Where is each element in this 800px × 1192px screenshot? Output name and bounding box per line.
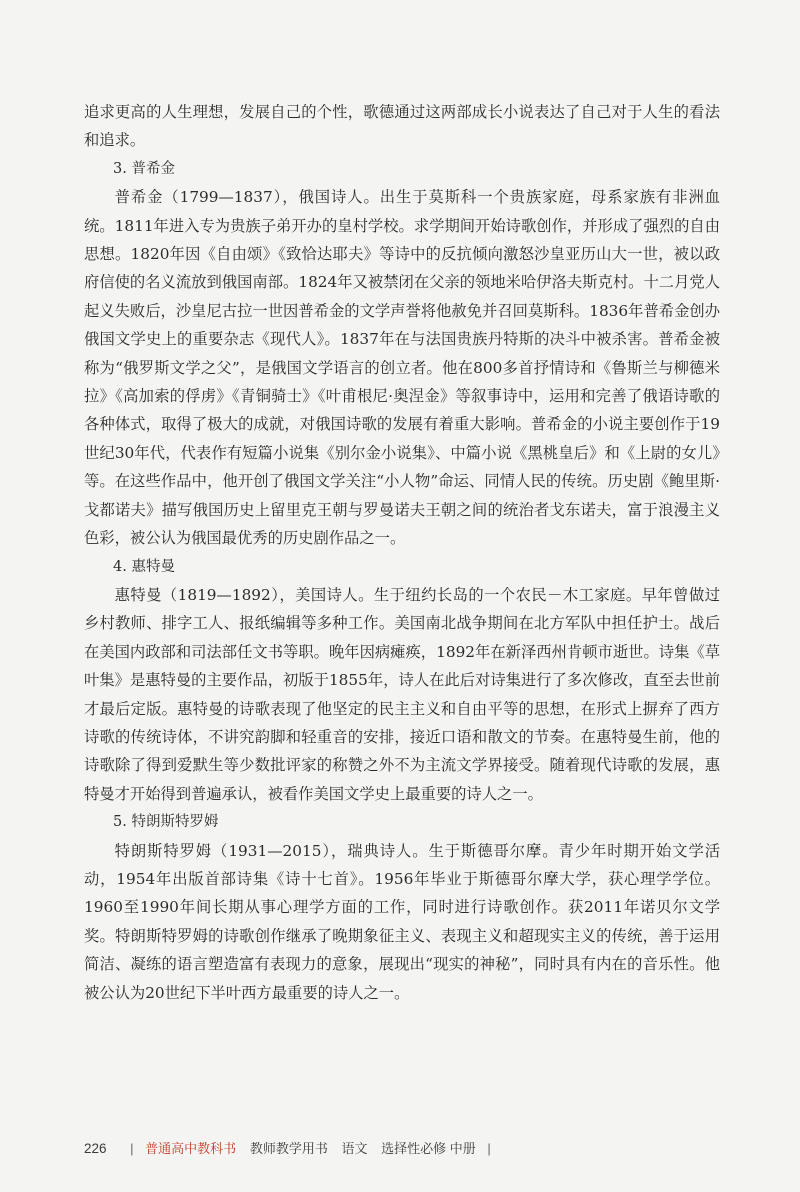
section-heading-pushkin: 3. 普希金 (113, 160, 175, 177)
footer-subject: 语文 (341, 1141, 368, 1156)
footer-separator-left: | (130, 1141, 134, 1156)
section-body-pushkin: 普希金（1799—1837），俄国诗人。出生于莫斯科一个贵族家庭，母系家族有非洲血统。1811年进入专为贵族子弟开办的皇村学校。求学期间开始诗歌创作，并形成了强烈的自由思想。1820年因《自由颂》《致恰达耶夫》等诗中的反抗倾向激怒沙皇亚历山大一世，被以政府信使的名义流放到俄国南部。1824年又被禁闭在父亲的领地米哈伊洛夫斯克村。十二月党人起义失败后，沙皇尼古拉一世因普希金的文学声誉将他赦免并召回莫斯科。1836年普希金创办俄国文学史上的重要杂志《现代人》。1837年在与法国贵族丹特斯的决斗中被杀害。普希金被称为“俄罗斯文学之父”，是俄国文学语言的创立者。他在800多首抒情诗和《鲁斯兰与柳德米拉》《高加索的俘虏》《青铜骑士》《叶甫根尼·奥涅金》等叙事诗中，运用和完善了俄语诗歌的各种体式，取得了极大的成就，对俄国诗歌的发展有着重大影响。普希金的小说主要创作于19世纪30年代，代表作有短篇小说集《别尔金小说集》、中篇小说《黑桃皇后》和《上尉的女儿》等。在这些作品中，他开创了俄国文学关注“小人物”命运、同情人民的传统。历史剧《鲍里斯·戈都诺夫》描写俄国历史上留里克王朝与罗曼诺夫王朝之间的统治者戈东诺夫，富于浪漫主义色彩，被公认为俄国最优秀的历史剧作品之一。 (84, 188, 720, 548)
section-heading-whitman: 4. 惠特曼 (113, 558, 175, 575)
footer-book-type: 教师教学用书 (249, 1141, 328, 1156)
intro-paragraph: 追求更高的人生理想，发展自己的个性，歌德通过这两部成长小说表达了自己对于人生的看法和追求。 (84, 103, 720, 150)
section-heading-transtromer: 5. 特朗斯特罗姆 (113, 814, 219, 831)
footer-book-title: 普通高中教科书 (145, 1141, 237, 1156)
section-body-whitman: 惠特曼（1819—1892），美国诗人。生于纽约长岛的一个农民－木工家庭。早年曾做过乡村教师、排字工人、报纸编辑等多种工作。美国南北战争期间在北方军队中担任护士。战后在美国内政部和司法部任文书等职。晚年因病瘫痪，1892年在新泽西州肯顿市逝世。诗集《草叶集》是惠特曼的主要作品，初版于1855年，诗人在此后对诗集进行了多次修改，直至去世前才最后定版。惠特曼的诗歌表现了他坚定的民主主义和自由平等的思想，在形式上摒弃了西方诗歌的传统诗体，不讲究韵脚和轻重音的安排，接近口语和散文的节奏。在惠特曼生前，他的诗歌除了得到爱默生等少数批评家的称赞之外不为主流文学界接受。随着现代诗歌的发展，惠特曼才开始得到普遍承认，被看作美国文学史上最重要的诗人之一。 (84, 585, 720, 803)
page-number: 226 (84, 1141, 107, 1156)
section-body-transtromer: 特朗斯特罗姆（1931—2015），瑞典诗人。生于斯德哥尔摩。青少年时期开始文学活动，1954年出版首部诗集《诗十七首》。1956年毕业于斯德哥尔摩大学，获心理学学位。1960至1990年间长期从事心理学方面的工作，同时进行诗歌创作。获2011年诺贝尔文学奖。特朗斯特罗姆的诗歌创作继承了晚期象征主义、表现主义和超现实主义的传统，善于运用简洁、凝练的语言塑造富有表现力的意象，展现出“现实的神秘”，同时具有内在的音乐性。他被公认为20世纪下半叶西方最重要的诗人之一。 (84, 841, 720, 1002)
footer-separator-right: | (487, 1141, 491, 1156)
page-footer (84, 1138, 499, 1157)
main-text (84, 98, 720, 1007)
footer-volume: 选择性必修 中册 (381, 1141, 476, 1156)
